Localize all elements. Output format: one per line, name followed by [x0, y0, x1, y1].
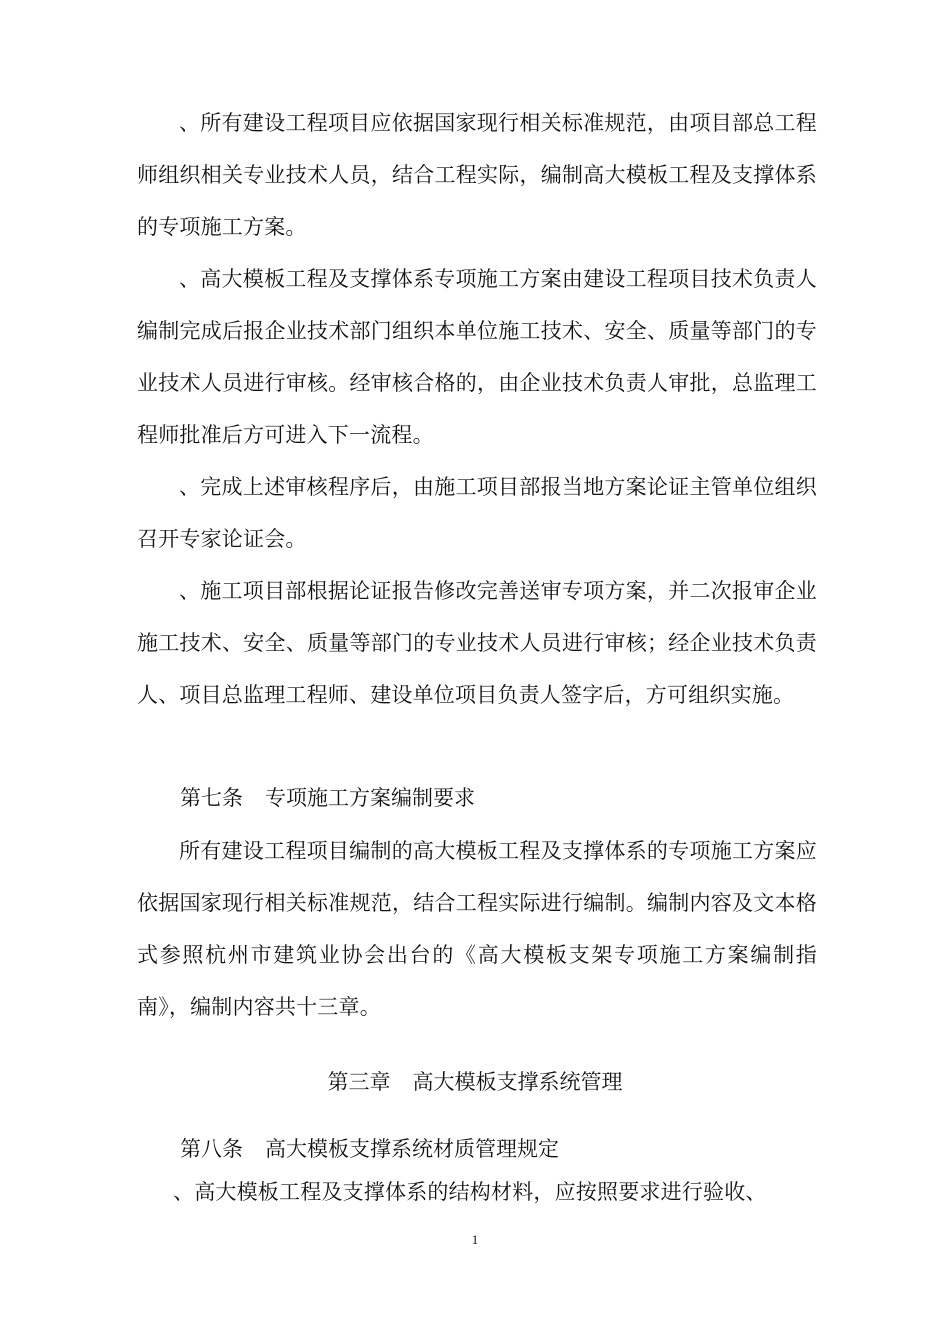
article-7-number: 第七条	[180, 786, 243, 810]
article-7-heading	[180, 783, 475, 813]
paragraph-3: 、完成上述审核程序后，由施工项目部报当地方案论证主管单位组织召开专家论证会。	[137, 475, 817, 551]
paragraph-1: 、所有建设工程项目应依据国家现行相关标准规范，由项目部总工程师组织相关专业技术人员，结合工程实际，编制高大模板工程及支撑体系的专项施工方案。	[137, 111, 817, 239]
paragraph-4: 、施工项目部根据论证报告修改完善送审专项方案，并二次报审企业施工技术、安全、质量等部门的专业技术人员进行审核；经企业技术负责人、项目总监理工程师、建设单位项目负责人签字后，方可组织实施。	[137, 579, 817, 707]
paragraph-2: 、高大模板工程及支撑体系专项施工方案由建设工程项目技术负责人编制完成后报企业技术部门组织本单位施工技术、安全、质量等部门的专业技术人员进行审核。经审核合格的，由企业技术负责人审批，总监理工程师批准后方可进入下一流程。	[137, 267, 817, 447]
article-7-body: 所有建设工程项目编制的高大模板工程及支撑体系的专项施工方案应依据国家现行相关标准规范，结合工程实际进行编制。编制内容及文本格式参照杭州市建筑业协会出台的《高大模板支架专项施工方案编制指南》，编制内容共十三章。	[137, 839, 817, 1019]
article-8-title: 高大模板支撑系统材质管理规定	[265, 1137, 559, 1161]
article-8-item-1: 、高大模板工程及支撑体系的结构材料，应按照要求进行验收、	[173, 1180, 767, 1204]
page-number: 1	[471, 1232, 479, 1247]
chapter-3-number: 第三章	[327, 1070, 391, 1094]
article-7-title: 专项施工方案编制要求	[265, 786, 475, 810]
chapter-3-heading	[0, 1067, 950, 1097]
article-8-number: 第八条	[180, 1137, 243, 1161]
article-8-heading	[180, 1134, 559, 1164]
chapter-3-title: 高大模板支撑系统管理	[412, 1070, 623, 1094]
